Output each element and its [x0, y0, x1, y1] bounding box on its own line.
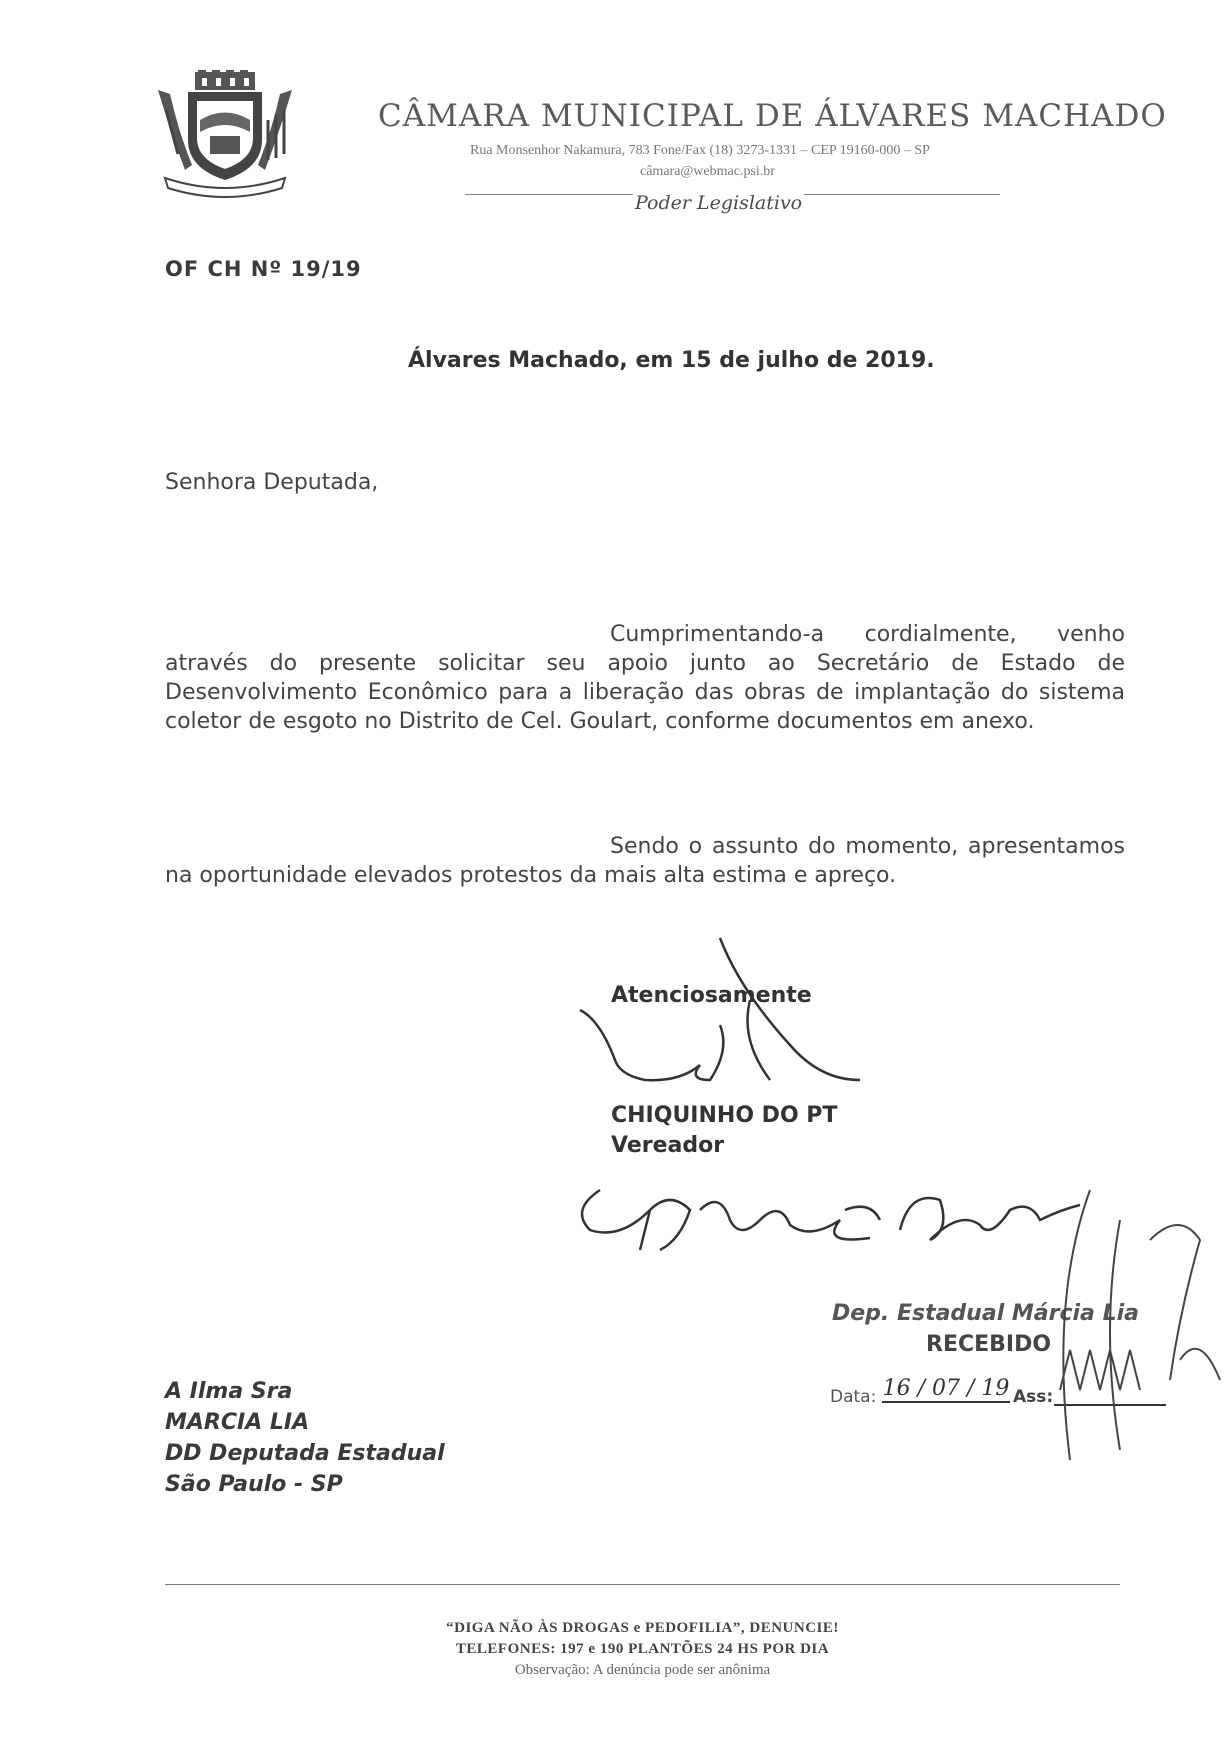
addressee-line-2: MARCIA LIA	[165, 1410, 310, 1435]
addressee-line-3: DD Deputada Estadual	[165, 1441, 445, 1466]
document-reference: OF CH Nº 19/19	[165, 257, 362, 281]
stamp-signature-label: Ass:	[1013, 1387, 1054, 1407]
organization-name: CÂMARA MUNICIPAL DE ÁLVARES MACHADO	[378, 98, 1167, 134]
stamp-received: RECEBIDO	[926, 1332, 1052, 1357]
stamp-date-label: Data:	[830, 1387, 877, 1407]
footer-divider	[165, 1584, 1120, 1585]
closing: Atenciosamente	[611, 983, 812, 1008]
footer-line-3: Observação: A denúncia pode ser anônima	[514, 1662, 771, 1678]
organization-address: Rua Monsenhor Nakamura, 783 Fone/Fax (18) 3273-1331 – CEP 19160-000 – SP	[470, 143, 930, 158]
municipal-coat-of-arms-icon	[150, 70, 300, 200]
signer-role: Vereador	[611, 1133, 725, 1158]
footer-line-1: “DIGA NÃO ÀS DROGAS e PEDOFILIA”, DENUNCIE!	[446, 1620, 839, 1636]
signer-signature	[570, 930, 930, 1090]
header-subtitle: Poder Legislativo	[635, 192, 803, 214]
addressee-block	[165, 1376, 445, 1500]
stamp-deputy-name: Dep. Estadual Márcia Lia	[832, 1301, 1139, 1326]
stamp-signature	[1030, 1180, 1230, 1480]
footer-line-2: TELEFONES: 197 e 190 PLANTÕES 24 HS POR DIA	[455, 1641, 830, 1657]
footer	[165, 1620, 1120, 1679]
stamp-date-value: 16 / 07 / 19	[882, 1376, 1010, 1401]
organization-email: câmara@webmac.psi.br	[640, 164, 775, 179]
date-line: Álvares Machado, em 15 de julho de 2019.	[408, 348, 935, 373]
body-paragraph-2: Sendo o assunto do momento, apresentamos na oportunidade elevados protestos da mais alta estima e apreço.	[165, 834, 1125, 888]
body-paragraph-1: Cumprimentando-a cordialmente, venho através do presente solicitar seu apoio junto ao Secretário de Estado de Desenvolvimento Econômico para a liberação das obras de implantação do sistema coletor de esgoto no Distrito de Cel. Goulart, conforme documentos em anexo.	[165, 622, 1125, 734]
salutation: Senhora Deputada,	[165, 470, 379, 495]
addressee-line-4: São Paulo - SP	[165, 1472, 343, 1497]
signer-name: CHIQUINHO DO PT	[611, 1103, 838, 1128]
receiver-signature	[570, 1170, 1090, 1260]
addressee-line-1: A Ilma Sra	[165, 1379, 293, 1404]
